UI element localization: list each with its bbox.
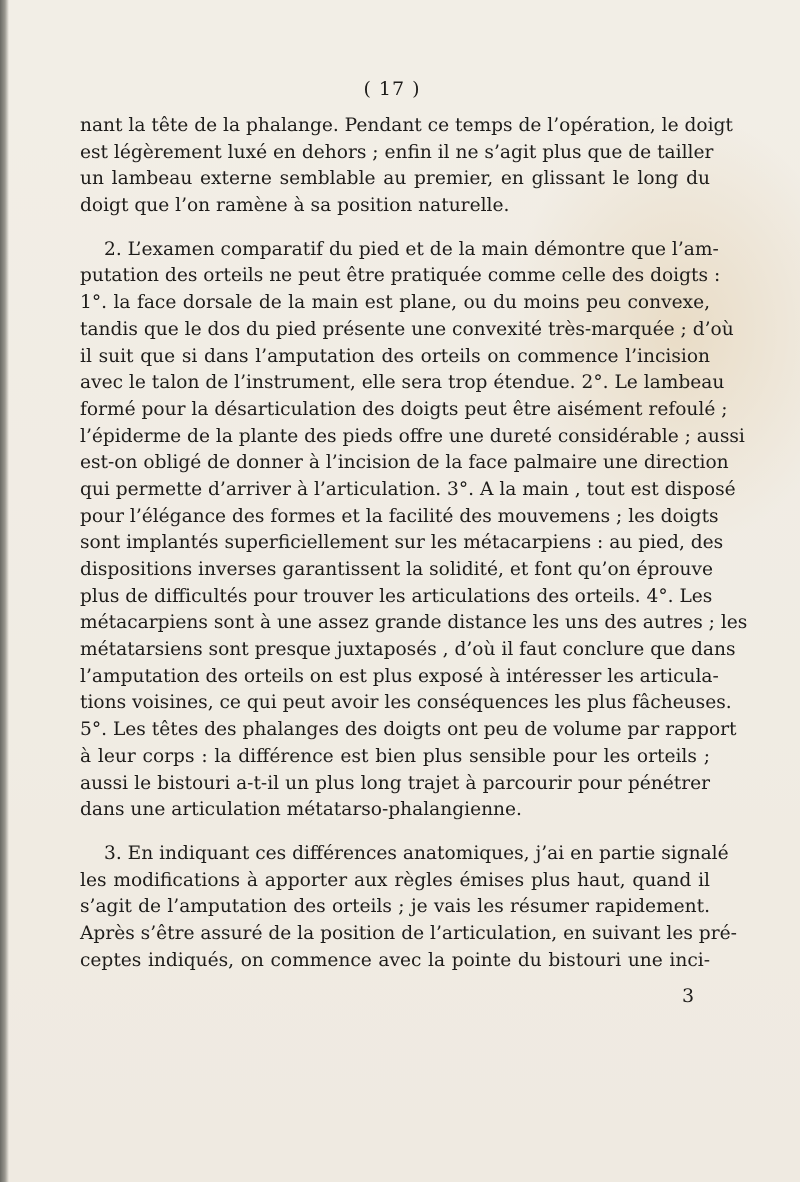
paragraph-2 <box>80 237 748 824</box>
text-line: est-on obligé de donner à l’incision de la face palmaire une direction <box>80 452 729 474</box>
text-line: tandis que le dos du pied présente une convexité très-marquée ; d’où <box>80 318 734 340</box>
text-line: l’amputation des orteils on est plus exposé à intéresser les articula- <box>80 665 719 687</box>
text-line: 1°. la face dorsale de la main est plane, ou du moins peu convexe, <box>80 292 710 314</box>
text-line: qui permette d’arriver à l’articulation. 3°. A la main , tout est disposé <box>80 478 736 500</box>
page-number-text: ( 17 ) <box>363 78 421 100</box>
text-line: nant la tête de la phalange. Pendant ce temps de l’opération, le doigt <box>80 115 733 136</box>
text-line: formé pour la désarticulation des doigts peut être aisément refoulé ; <box>80 398 728 420</box>
text-line: l’épiderme de la plante des pieds offre une dureté considérable ; aussi <box>80 425 745 447</box>
text-line: tions voisines, ce qui peut avoir les conséquences les plus fâcheuses. <box>80 692 732 714</box>
text-line: pour l’élégance des formes et la facilité des mouvemens ; les doigts <box>80 505 719 527</box>
text-line: s’agit de l’amputation des orteils ; je vais les résumer rapidement. <box>80 896 710 918</box>
text-line: il suit que si dans l’amputation des orteils on commence l’incision <box>80 345 710 367</box>
text-line: putation des orteils ne peut être pratiquée comme celle des doigts : <box>80 265 721 287</box>
text-line: dispositions inverses garantissent la solidité, et font qu’on éprouve <box>80 559 714 580</box>
text-line: métatarsiens sont presque juxtaposés , d’où il faut conclure que dans <box>80 639 736 661</box>
text-line: métacarpiens sont à une assez grande distance les uns des autres ; les <box>80 612 748 634</box>
text-line: 3. En indiquant ces différences anatomiques, j’ai en partie signalé <box>104 842 729 864</box>
text-line: 2. L’examen comparatif du pied et de la main démontre que l’am- <box>104 238 719 260</box>
text-line: avec le talon de l’instrument, elle sera trop étendue. 2°. Le lambeau <box>80 372 725 394</box>
text-line: 5°. Les têtes des phalanges des doigts ont peu de volume par rapport <box>80 719 737 741</box>
text-line: doigt que l’on ramène à sa position naturelle. <box>80 195 510 217</box>
text-line: un lambeau externe semblable au premier, en glissant le long du <box>80 168 710 190</box>
text-line: sont implantés superficiellement sur les métacarpiens : au pied, des <box>80 532 724 554</box>
text-line: est légèrement luxé en dehors ; enfin il ne s’agit plus que de tailler <box>80 141 714 163</box>
text-line: les modifications à apporter aux règles émises plus haut, quand il <box>80 869 710 891</box>
signature-mark: 3 <box>681 985 695 1007</box>
text-line: à leur corps : la différence est bien plus sensible pour les orteils ; <box>80 745 710 767</box>
page-number <box>0 78 800 100</box>
text-line: ceptes indiqués, on commence avec la pointe du bistouri une inci- <box>80 949 710 971</box>
paragraph-gap <box>80 824 710 841</box>
text-line: plus de difficultés pour trouver les articulations des orteils. 4°. Les <box>80 585 713 607</box>
paragraph-gap <box>80 220 710 237</box>
text-line: Après s’être assuré de la position de l’articulation, en suivant les pré- <box>80 922 737 944</box>
text-line: dans une articulation métatarso-phalangienne. <box>80 799 522 821</box>
binding-edge <box>0 0 9 1182</box>
paragraph-1 <box>80 113 733 220</box>
body-text <box>80 113 748 974</box>
text-line: aussi le bistouri a-t-il un plus long trajet à parcourir pour pénétrer <box>80 772 710 794</box>
paragraph-3 <box>80 841 737 974</box>
